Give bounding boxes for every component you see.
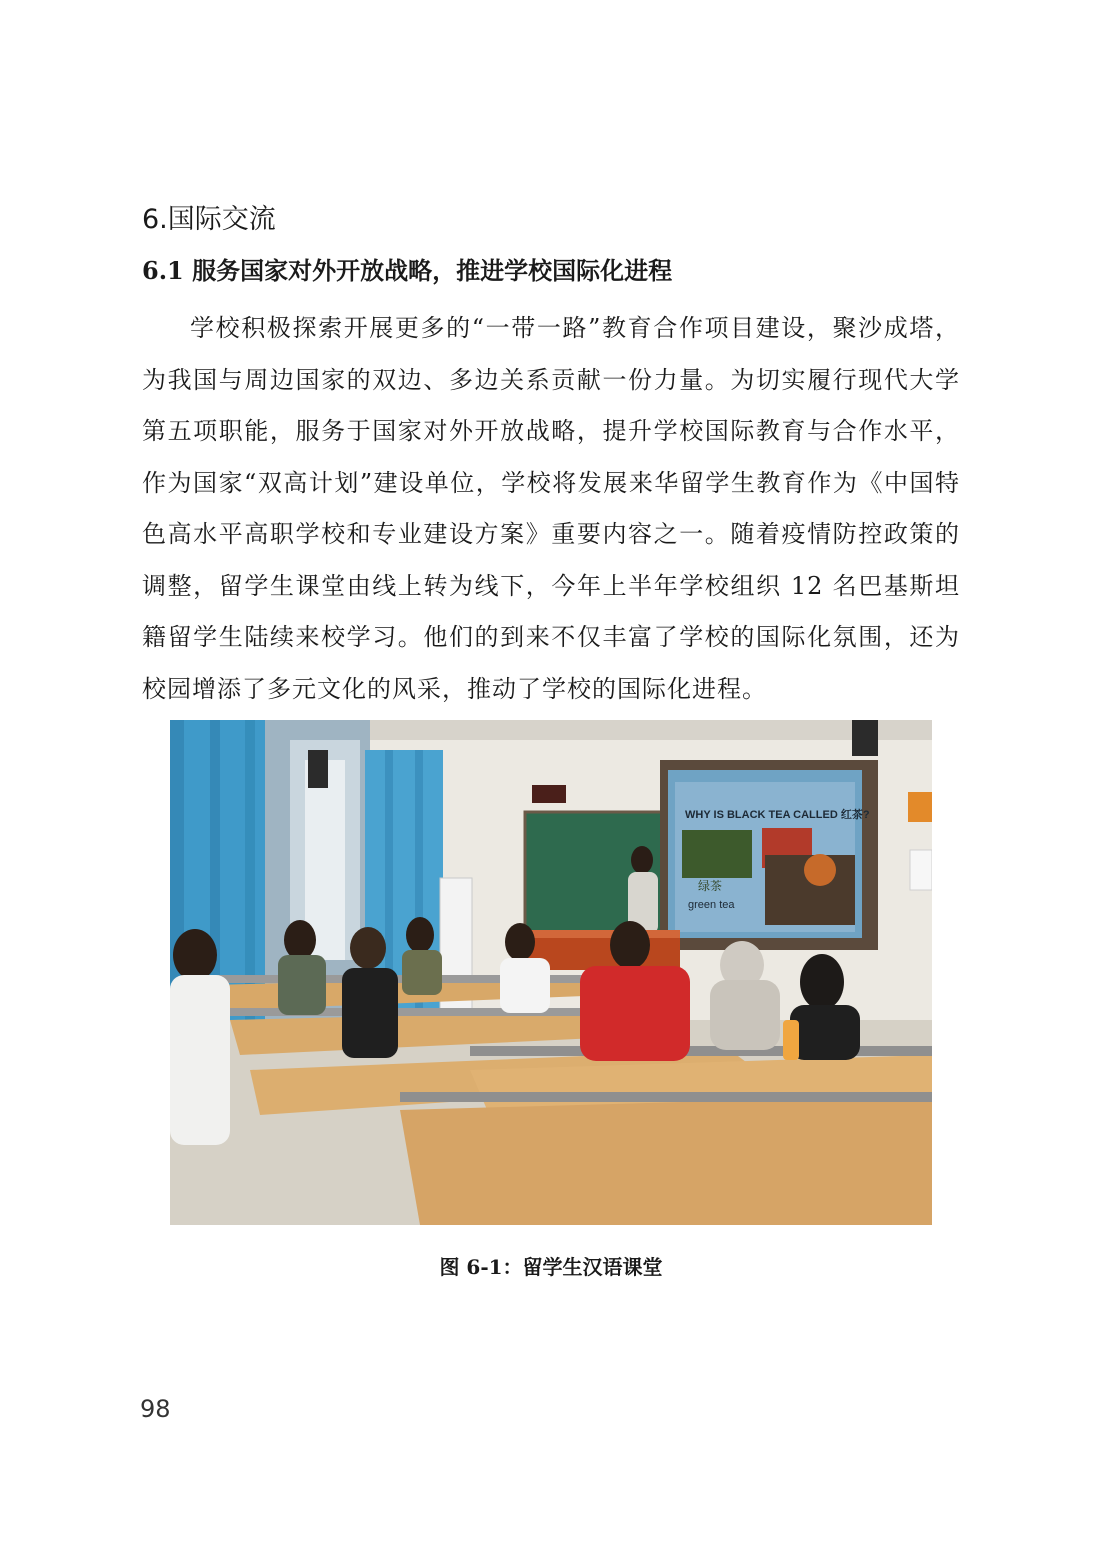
figure-caption: 图 6-1：留学生汉语课堂: [439, 1255, 663, 1279]
page-number: 98: [140, 1395, 171, 1423]
subsection-title: 6.1 服务国家对外开放战略，推进学校国际化进程: [142, 256, 673, 285]
screen-green-tea-en: green tea: [688, 899, 735, 911]
body-paragraph: 学校积极探索开展更多的“一带一路”教育合作项目建设，聚沙成塔，为我国与周边国家的双边、多边关系贡献一份力量。为切实履行现代大学第五项职能，服务于国家对外开放战略，提升学校国际教育与合作水平，作为国家“双高计划”建设单位，学校将发展来华留学生教育作为《中国特色高水平高职学校和专业建设方案》重要内容之一。随着疫情防控政策的调整，留学生课堂由线上转为线下，今年上半年学校组织 12 名巴基斯坦籍留学生陆续来校学习。他们的到来不仅丰富了学校的国际化氛围，还为校园增添了多元文化的风采，推动了学校的国际化进程。: [142, 314, 960, 703]
screen-title: WHY IS BLACK TEA CALLED 红茶?: [685, 809, 870, 821]
classroom-photo: [170, 720, 932, 1225]
section-title: 6.国际交流: [142, 204, 276, 235]
screen-green-tea-cn: 绿茶: [698, 879, 723, 893]
